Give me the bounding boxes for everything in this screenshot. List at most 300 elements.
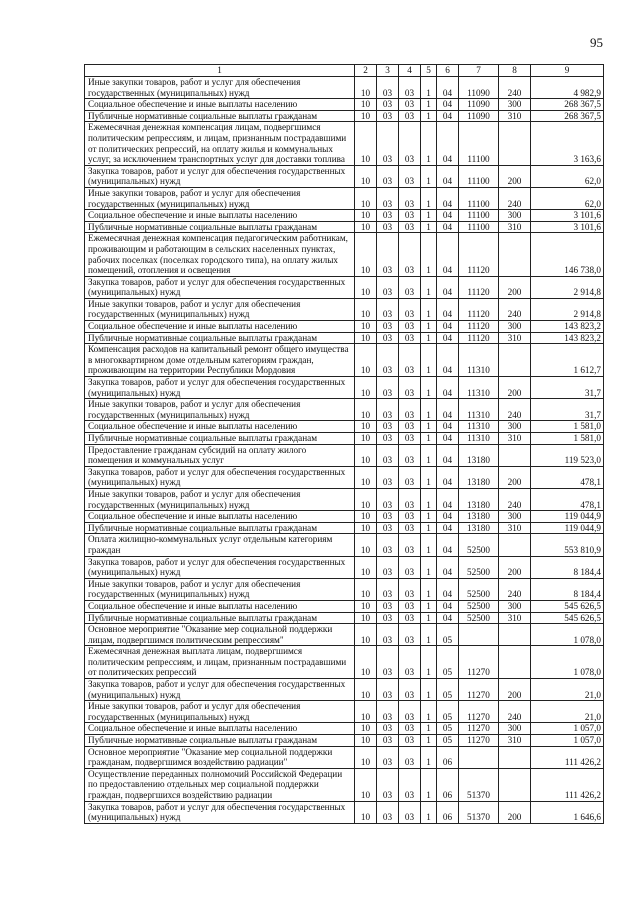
row-code: 1 <box>421 768 437 801</box>
header-cell: 6 <box>437 65 459 77</box>
row-code: 05 <box>437 735 459 747</box>
row-code: 200 <box>499 377 531 399</box>
row-code: 04 <box>437 556 459 578</box>
row-name: Оплата жилищно-коммунальных услуг отдельным категориям граждан <box>85 534 355 556</box>
table-row <box>85 99 604 111</box>
row-code: 200 <box>499 679 531 701</box>
row-code: 240 <box>499 399 531 421</box>
row-code: 10 <box>355 433 377 445</box>
row-code: 03 <box>399 679 421 701</box>
row-code: 11310 <box>459 421 499 433</box>
row-code: 1 <box>421 534 437 556</box>
row-code: 03 <box>399 221 421 233</box>
row-code: 52500 <box>459 600 499 612</box>
row-amount: 545 626,5 <box>531 612 604 624</box>
row-code: 03 <box>399 646 421 679</box>
row-code: 51370 <box>459 768 499 801</box>
row-code: 03 <box>377 421 399 433</box>
row-amount: 8 184,4 <box>531 578 604 600</box>
row-code: 1 <box>421 99 437 111</box>
row-name: Публичные нормативные социальные выплаты гражданам <box>85 332 355 344</box>
row-amount: 553 810,9 <box>531 534 604 556</box>
row-code: 03 <box>377 624 399 646</box>
row-code: 1 <box>421 522 437 534</box>
row-code: 03 <box>399 511 421 523</box>
row-code <box>499 768 531 801</box>
row-code: 1 <box>421 399 437 421</box>
row-name: Иные закупки товаров, работ и услуг для обеспечения государственных (муниципальных) нужд <box>85 578 355 600</box>
row-code: 1 <box>421 321 437 333</box>
row-code: 10 <box>355 768 377 801</box>
row-amount: 3 101,6 <box>531 210 604 222</box>
row-code: 03 <box>399 165 421 187</box>
row-code: 1 <box>421 344 437 377</box>
row-code: 03 <box>377 377 399 399</box>
row-code: 03 <box>377 332 399 344</box>
row-code: 11310 <box>459 344 499 377</box>
row-code: 11090 <box>459 99 499 111</box>
row-code: 10 <box>355 377 377 399</box>
row-code: 04 <box>437 534 459 556</box>
row-code: 11090 <box>459 110 499 122</box>
row-code: 10 <box>355 466 377 488</box>
row-name: Социальное обеспечение и иные выплаты населению <box>85 321 355 333</box>
row-name: Закупка товаров, работ и услуг для обеспечения государственных (муниципальных) нужд <box>85 801 355 823</box>
row-code: 04 <box>437 233 459 276</box>
row-code: 03 <box>377 600 399 612</box>
row-code: 10 <box>355 600 377 612</box>
row-code: 1 <box>421 701 437 723</box>
row-code: 11100 <box>459 165 499 187</box>
row-code: 10 <box>355 612 377 624</box>
row-code: 03 <box>377 534 399 556</box>
row-code: 10 <box>355 511 377 523</box>
row-amount: 31,7 <box>531 377 604 399</box>
row-code: 51370 <box>459 801 499 823</box>
row-code: 1 <box>421 600 437 612</box>
page-number: 95 <box>590 35 603 50</box>
row-code <box>499 444 531 466</box>
row-code: 1 <box>421 444 437 466</box>
row-code: 1 <box>421 624 437 646</box>
row-code: 03 <box>399 723 421 735</box>
row-code: 13180 <box>459 444 499 466</box>
row-name: Социальное обеспечение и иные выплаты населению <box>85 99 355 111</box>
row-code: 03 <box>377 556 399 578</box>
row-code: 11310 <box>459 377 499 399</box>
row-code: 03 <box>399 768 421 801</box>
header-cell: 2 <box>355 65 377 77</box>
header-cell: 3 <box>377 65 399 77</box>
row-name: Закупка товаров, работ и услуг для обеспечения государственных (муниципальных) нужд <box>85 556 355 578</box>
row-code: 03 <box>377 110 399 122</box>
row-code: 03 <box>377 122 399 165</box>
row-code: 10 <box>355 646 377 679</box>
row-code: 04 <box>437 344 459 377</box>
row-code: 03 <box>377 233 399 276</box>
row-code: 200 <box>499 466 531 488</box>
table-row <box>85 110 604 122</box>
row-code: 04 <box>437 332 459 344</box>
table-row <box>85 466 604 488</box>
row-name: Публичные нормативные социальные выплаты гражданам <box>85 221 355 233</box>
row-amount: 1 078,0 <box>531 646 604 679</box>
row-code: 03 <box>399 332 421 344</box>
row-code: 04 <box>437 421 459 433</box>
row-code: 05 <box>437 679 459 701</box>
row-code: 10 <box>355 110 377 122</box>
row-amount: 1 581,0 <box>531 433 604 445</box>
row-code: 04 <box>437 210 459 222</box>
row-amount: 1 581,0 <box>531 421 604 433</box>
row-name: Закупка товаров, работ и услуг для обеспечения государственных (муниципальных) нужд <box>85 165 355 187</box>
row-code: 10 <box>355 77 377 99</box>
row-name: Иные закупки товаров, работ и услуг для обеспечения государственных (муниципальных) нужд <box>85 488 355 510</box>
row-amount: 2 914,8 <box>531 298 604 320</box>
table-row <box>85 534 604 556</box>
row-name: Иные закупки товаров, работ и услуг для обеспечения государственных (муниципальных) нужд <box>85 77 355 99</box>
row-amount: 4 982,9 <box>531 77 604 99</box>
row-code: 03 <box>399 444 421 466</box>
row-name: Социальное обеспечение и иные выплаты населению <box>85 421 355 433</box>
row-name: Ежемесячная денежная компенсация педагогическим работникам, проживающим и работающим в сельских населенных пунктах, рабочих поселках (поселках городского типа), на оплату жилых помещений, отопления и освещения <box>85 233 355 276</box>
table-row <box>85 801 604 823</box>
row-code: 03 <box>399 612 421 624</box>
row-code: 03 <box>399 210 421 222</box>
row-code: 10 <box>355 522 377 534</box>
row-name: Закупка товаров, работ и услуг для обеспечения государственных (муниципальных) нужд <box>85 466 355 488</box>
row-code <box>499 646 531 679</box>
row-code: 10 <box>355 679 377 701</box>
row-code: 10 <box>355 444 377 466</box>
table-row <box>85 433 604 445</box>
table-row <box>85 679 604 701</box>
row-code: 03 <box>377 522 399 534</box>
row-code: 03 <box>399 433 421 445</box>
row-amount: 3 101,6 <box>531 221 604 233</box>
row-code: 240 <box>499 298 531 320</box>
row-amount: 1 078,0 <box>531 624 604 646</box>
row-code: 1 <box>421 466 437 488</box>
row-code: 11270 <box>459 723 499 735</box>
row-code: 300 <box>499 321 531 333</box>
row-code: 06 <box>437 768 459 801</box>
row-amount: 62,0 <box>531 165 604 187</box>
row-code: 04 <box>437 612 459 624</box>
row-code: 03 <box>377 444 399 466</box>
row-code: 10 <box>355 746 377 768</box>
row-amount: 1 057,0 <box>531 735 604 747</box>
row-amount: 3 163,6 <box>531 122 604 165</box>
row-code: 03 <box>377 612 399 624</box>
row-code: 03 <box>377 701 399 723</box>
row-code: 10 <box>355 298 377 320</box>
row-code: 10 <box>355 624 377 646</box>
row-code: 03 <box>377 344 399 377</box>
row-code: 04 <box>437 221 459 233</box>
row-code: 300 <box>499 99 531 111</box>
table-row <box>85 624 604 646</box>
row-code: 03 <box>377 768 399 801</box>
row-amount: 545 626,5 <box>531 600 604 612</box>
row-name: Публичные нормативные социальные выплаты гражданам <box>85 522 355 534</box>
table-row <box>85 377 604 399</box>
row-code: 11100 <box>459 122 499 165</box>
row-code: 03 <box>377 723 399 735</box>
row-code: 10 <box>355 221 377 233</box>
row-code: 03 <box>399 421 421 433</box>
row-code: 10 <box>355 701 377 723</box>
table-row <box>85 77 604 99</box>
row-code: 1 <box>421 110 437 122</box>
row-code: 240 <box>499 701 531 723</box>
row-code: 11100 <box>459 221 499 233</box>
row-name: Иные закупки товаров, работ и услуг для обеспечения государственных (муниципальных) нужд <box>85 701 355 723</box>
row-code: 52500 <box>459 612 499 624</box>
row-code: 03 <box>377 298 399 320</box>
table-row <box>85 276 604 298</box>
table-row <box>85 723 604 735</box>
header-cell: 5 <box>421 65 437 77</box>
row-amount: 119 044,9 <box>531 511 604 523</box>
row-name: Предоставление гражданам субсидий на оплату жилого помещения и коммунальных услуг <box>85 444 355 466</box>
row-code: 300 <box>499 600 531 612</box>
row-amount: 111 426,2 <box>531 768 604 801</box>
row-amount: 1 057,0 <box>531 723 604 735</box>
row-code: 1 <box>421 612 437 624</box>
row-code: 1 <box>421 210 437 222</box>
row-code: 300 <box>499 511 531 523</box>
budget-table <box>84 64 604 824</box>
header-cell: 7 <box>459 65 499 77</box>
row-code: 04 <box>437 165 459 187</box>
row-code: 1 <box>421 433 437 445</box>
row-code: 10 <box>355 276 377 298</box>
row-code: 52500 <box>459 578 499 600</box>
row-code: 04 <box>437 433 459 445</box>
row-code: 1 <box>421 735 437 747</box>
row-name: Публичные нормативные социальные выплаты гражданам <box>85 110 355 122</box>
row-name: Закупка товаров, работ и услуг для обеспечения государственных (муниципальных) нужд <box>85 276 355 298</box>
row-name: Закупка товаров, работ и услуг для обеспечения государственных (муниципальных) нужд <box>85 679 355 701</box>
row-code: 10 <box>355 488 377 510</box>
row-code: 10 <box>355 421 377 433</box>
row-code: 03 <box>399 377 421 399</box>
table-row <box>85 522 604 534</box>
row-code: 04 <box>437 600 459 612</box>
row-amount: 268 367,5 <box>531 99 604 111</box>
table-row <box>85 221 604 233</box>
table-row <box>85 444 604 466</box>
row-code: 1 <box>421 276 437 298</box>
row-code: 1 <box>421 723 437 735</box>
row-code: 03 <box>399 534 421 556</box>
row-code: 11270 <box>459 646 499 679</box>
row-code: 240 <box>499 187 531 209</box>
row-name: Публичные нормативные социальные выплаты гражданам <box>85 735 355 747</box>
row-amount: 143 823,2 <box>531 332 604 344</box>
row-code: 200 <box>499 165 531 187</box>
row-code: 11100 <box>459 210 499 222</box>
row-code: 03 <box>399 466 421 488</box>
table-row <box>85 421 604 433</box>
row-code: 10 <box>355 723 377 735</box>
row-code: 11120 <box>459 233 499 276</box>
row-code: 03 <box>399 298 421 320</box>
row-code: 1 <box>421 421 437 433</box>
row-code: 03 <box>377 646 399 679</box>
table-row <box>85 321 604 333</box>
row-name: Социальное обеспечение и иные выплаты населению <box>85 600 355 612</box>
row-code: 03 <box>377 221 399 233</box>
row-code: 04 <box>437 511 459 523</box>
row-amount: 478,1 <box>531 466 604 488</box>
table-row <box>85 187 604 209</box>
table-row <box>85 165 604 187</box>
row-code: 03 <box>399 600 421 612</box>
row-code: 03 <box>399 344 421 377</box>
row-code: 11120 <box>459 276 499 298</box>
table-row <box>85 600 604 612</box>
row-code: 10 <box>355 801 377 823</box>
row-code: 03 <box>377 99 399 111</box>
row-amount: 1 612,7 <box>531 344 604 377</box>
row-code: 240 <box>499 578 531 600</box>
row-code: 04 <box>437 466 459 488</box>
row-amount: 119 523,0 <box>531 444 604 466</box>
table-row <box>85 298 604 320</box>
row-code: 1 <box>421 77 437 99</box>
row-code: 10 <box>355 122 377 165</box>
row-code: 300 <box>499 421 531 433</box>
row-code: 03 <box>399 801 421 823</box>
row-code: 03 <box>377 276 399 298</box>
row-code: 04 <box>437 488 459 510</box>
table-row <box>85 556 604 578</box>
row-code: 03 <box>399 122 421 165</box>
row-code: 04 <box>437 122 459 165</box>
row-amount: 8 184,4 <box>531 556 604 578</box>
row-code: 03 <box>399 488 421 510</box>
row-code: 1 <box>421 377 437 399</box>
row-code: 03 <box>399 701 421 723</box>
table-row <box>85 646 604 679</box>
row-name: Основное мероприятие "Оказание мер социальной поддержки лицам, подвергшимся политическим репрессиям" <box>85 624 355 646</box>
row-code: 11270 <box>459 735 499 747</box>
row-code: 52500 <box>459 534 499 556</box>
row-code: 10 <box>355 165 377 187</box>
row-code: 11310 <box>459 433 499 445</box>
row-amount: 146 738,0 <box>531 233 604 276</box>
row-code: 03 <box>377 801 399 823</box>
header-cell: 4 <box>399 65 421 77</box>
row-code: 04 <box>437 187 459 209</box>
table-row <box>85 488 604 510</box>
row-code: 03 <box>377 511 399 523</box>
row-code: 1 <box>421 122 437 165</box>
row-code: 04 <box>437 399 459 421</box>
row-amount: 21,0 <box>531 679 604 701</box>
table-row <box>85 332 604 344</box>
row-code: 05 <box>437 701 459 723</box>
row-code <box>459 624 499 646</box>
row-code: 04 <box>437 298 459 320</box>
row-code: 10 <box>355 556 377 578</box>
table-row <box>85 701 604 723</box>
row-code: 04 <box>437 578 459 600</box>
row-code: 13180 <box>459 511 499 523</box>
row-name: Социальное обеспечение и иные выплаты населению <box>85 723 355 735</box>
table-row <box>85 344 604 377</box>
row-name: Социальное обеспечение и иные выплаты населению <box>85 511 355 523</box>
row-code: 1 <box>421 801 437 823</box>
row-code: 03 <box>377 488 399 510</box>
row-code: 03 <box>399 556 421 578</box>
table-row <box>85 210 604 222</box>
row-name: Ежемесячная денежная выплата лицам, подвергшимся политическим репрессиям, и лицам, признанным пострадавшими от политических репрессий <box>85 646 355 679</box>
row-code: 310 <box>499 433 531 445</box>
row-amount: 143 823,2 <box>531 321 604 333</box>
row-code: 200 <box>499 801 531 823</box>
row-code: 04 <box>437 77 459 99</box>
row-code: 11120 <box>459 332 499 344</box>
row-code <box>499 233 531 276</box>
row-code <box>499 746 531 768</box>
row-code <box>499 344 531 377</box>
row-code: 10 <box>355 332 377 344</box>
row-code: 1 <box>421 233 437 276</box>
row-code: 03 <box>377 77 399 99</box>
row-amount: 62,0 <box>531 187 604 209</box>
row-code: 52500 <box>459 556 499 578</box>
row-code: 10 <box>355 735 377 747</box>
row-code: 10 <box>355 399 377 421</box>
row-code: 03 <box>377 187 399 209</box>
row-code: 03 <box>377 165 399 187</box>
row-code: 03 <box>377 210 399 222</box>
row-code: 03 <box>377 433 399 445</box>
row-code: 1 <box>421 746 437 768</box>
row-code: 300 <box>499 723 531 735</box>
row-code: 03 <box>377 679 399 701</box>
row-name: Закупка товаров, работ и услуг для обеспечения государственных (муниципальных) нужд <box>85 377 355 399</box>
row-code: 03 <box>399 522 421 534</box>
row-code: 11120 <box>459 298 499 320</box>
row-code: 04 <box>437 110 459 122</box>
row-code: 03 <box>399 187 421 209</box>
row-name: Ежемесячная денежная компенсация лицам, подвергшимся политическим репрессиям, и лицам, признанным пострадавшими от политических репрессий, на оплату жилья и коммунальных услуг, за исключением транспортных услуг для доставки топлива <box>85 122 355 165</box>
row-code: 1 <box>421 578 437 600</box>
row-code: 03 <box>377 735 399 747</box>
row-name: Компенсация расходов на капитальный ремонт общего имущества в многоквартирном доме отдельным категориям граждан, проживающим на территории Республики Мордовия <box>85 344 355 377</box>
row-amount: 1 646,6 <box>531 801 604 823</box>
row-code: 03 <box>399 99 421 111</box>
row-code: 05 <box>437 723 459 735</box>
row-code: 310 <box>499 332 531 344</box>
row-code <box>499 122 531 165</box>
table-row <box>85 122 604 165</box>
header-cell: 9 <box>531 65 604 77</box>
row-code: 04 <box>437 522 459 534</box>
row-name: Публичные нормативные социальные выплаты гражданам <box>85 433 355 445</box>
row-code: 13180 <box>459 522 499 534</box>
row-code <box>499 624 531 646</box>
row-name: Иные закупки товаров, работ и услуг для обеспечения государственных (муниципальных) нужд <box>85 298 355 320</box>
row-code: 240 <box>499 488 531 510</box>
row-code <box>499 534 531 556</box>
row-amount: 119 044,9 <box>531 522 604 534</box>
row-code: 1 <box>421 556 437 578</box>
